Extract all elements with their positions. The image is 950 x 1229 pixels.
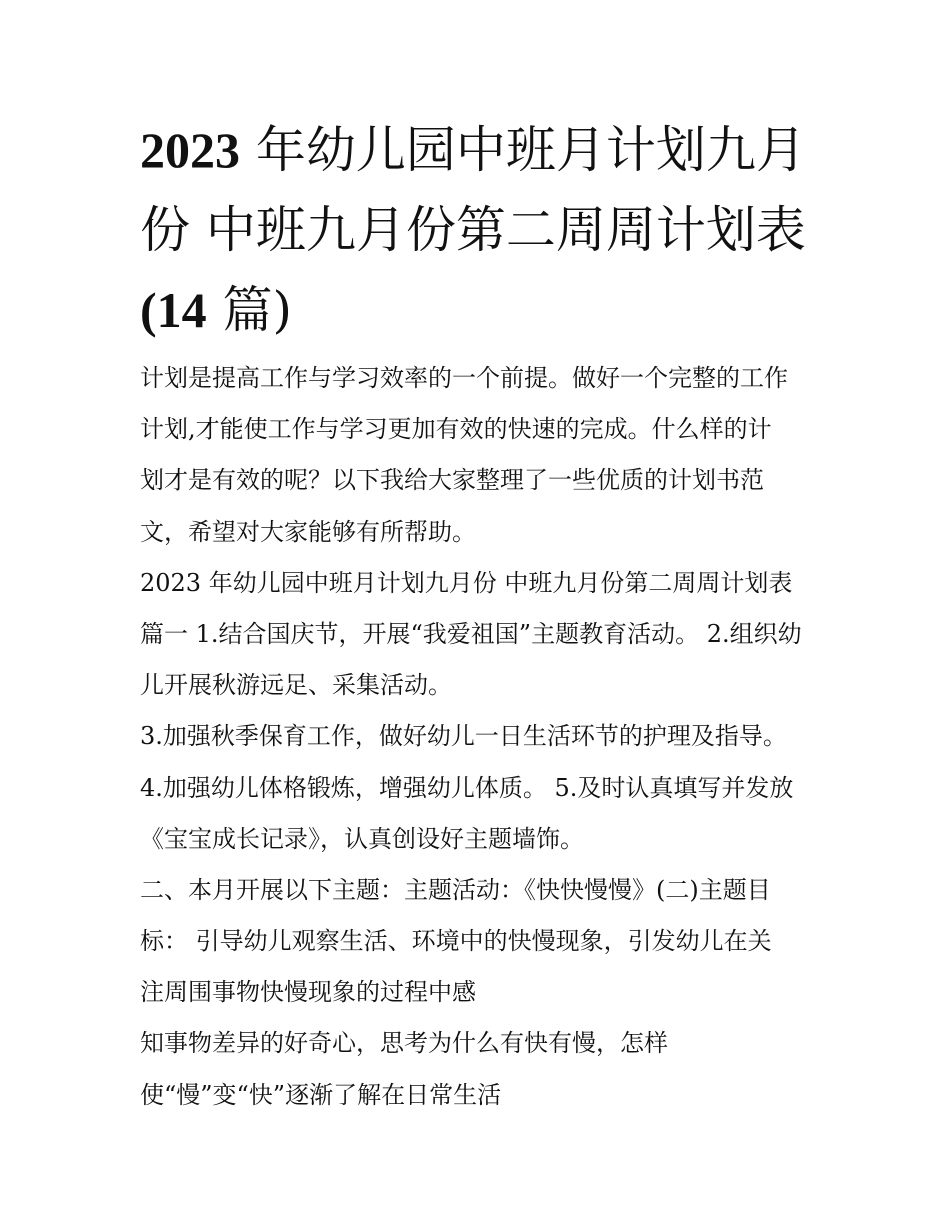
body-line: 划才是有效的呢？以下我给大家整理了一些优质的计划书范 <box>140 466 764 495</box>
body-line: 计划,才能使工作与学习更加有效的快速的完成。什么样的计 <box>140 415 772 444</box>
title-line-2: 份 中班九月份第二周周计划表 <box>140 201 806 259</box>
document-body <box>140 353 830 1121</box>
body-line: 儿开展秋游远足、采集活动。 <box>140 671 452 700</box>
body-line: 4.加强幼儿体格锻炼，增强幼儿体质。 5.及时认真填写并发放 <box>140 773 794 802</box>
body-line: 知事物差异的好奇心，思考为什么有快有慢，怎样 <box>140 1029 668 1058</box>
body-line: 3.加强秋季保育工作，做好幼儿一日生活环节的护理及指导。 <box>140 722 787 751</box>
body-line: 注周围事物快慢现象的过程中感 <box>140 978 476 1007</box>
title-line-1: 2023 年幼儿园中班月计划九月 <box>140 121 806 179</box>
body-line: 《宝宝成长记录》，认真创设好主题墙饰。 <box>140 824 584 853</box>
body-line: 标： 引导幼儿观察生活、环境中的快慢现象，引发幼儿在关 <box>140 927 772 956</box>
body-line: 二、本月开展以下主题：主题活动：《快快慢慢》(二)主题目 <box>140 875 771 904</box>
body-line: 计划是提高工作与学习效率的一个前提。做好一个完整的工作 <box>140 364 788 392</box>
body-line: 使“慢”变“快”逐渐了解在日常生活 <box>140 1080 502 1109</box>
title-line-3: (14 篇) <box>140 281 293 339</box>
body-line: 篇一 1.结合国庆节，开展“我爱祖国”主题教育活动。 2.组织幼 <box>140 619 802 648</box>
body-line: 文，希望对大家能够有所帮助。 <box>140 517 476 546</box>
document-title <box>140 110 810 350</box>
body-line: 2023 年幼儿园中班月计划九月份 中班九月份第二周周计划表 <box>140 568 793 597</box>
